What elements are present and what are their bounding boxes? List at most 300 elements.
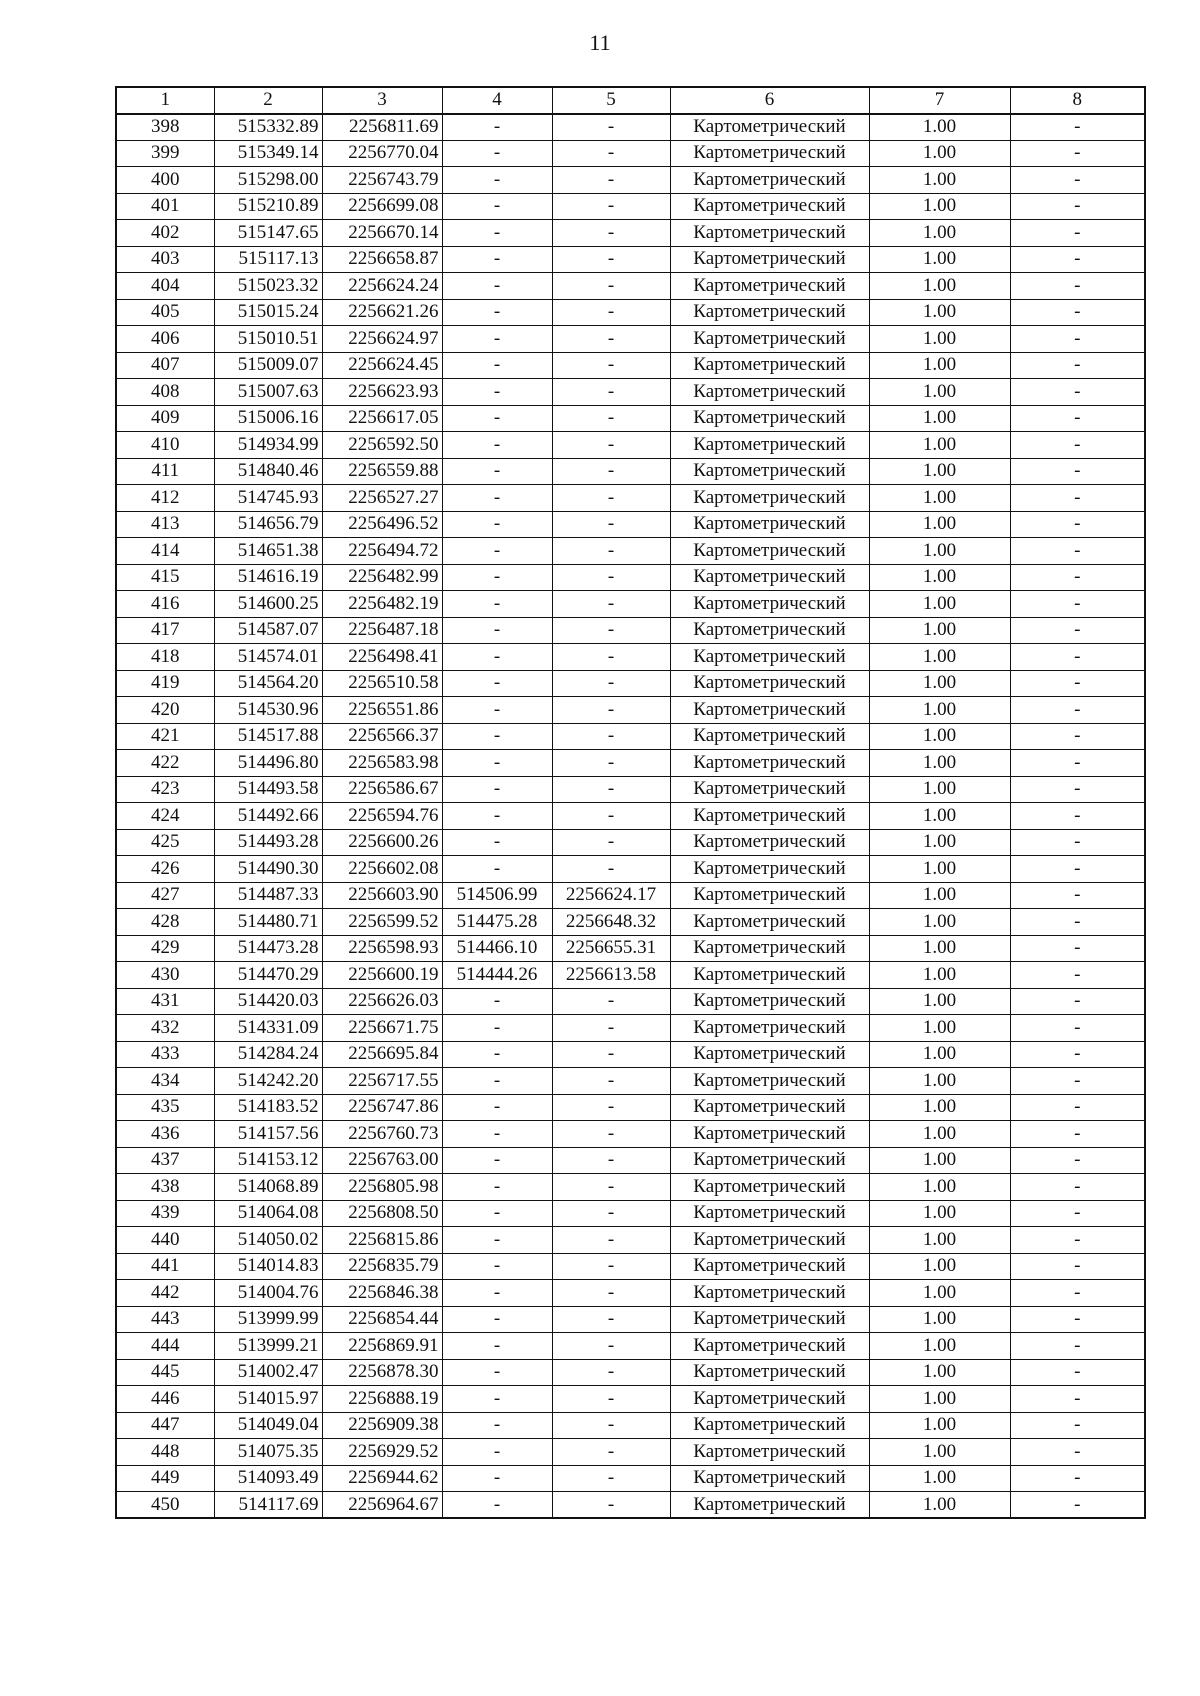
x-old-coordinate-cell: -: [442, 697, 552, 724]
method-cell: Картометрический: [670, 1174, 869, 1201]
description-cell: -: [1010, 485, 1145, 512]
method-cell: Картометрический: [670, 511, 869, 538]
accuracy-cell: 1.00: [869, 1041, 1010, 1068]
y-coordinate-cell: 2256551.86: [322, 697, 442, 724]
table-row: [116, 670, 1145, 697]
y-coordinate-cell: 2256592.50: [322, 432, 442, 459]
point-number-cell: 404: [116, 273, 214, 300]
x-old-coordinate-cell: -: [442, 432, 552, 459]
x-coordinate-cell: 515006.16: [214, 405, 322, 432]
y-coordinate-cell: 2256482.19: [322, 591, 442, 618]
description-cell: -: [1010, 1200, 1145, 1227]
x-coordinate-cell: 514492.66: [214, 803, 322, 830]
accuracy-cell: 1.00: [869, 405, 1010, 432]
x-coordinate-cell: 514068.89: [214, 1174, 322, 1201]
table-row: [116, 644, 1145, 671]
x-old-coordinate-cell: -: [442, 511, 552, 538]
x-old-coordinate-cell: -: [442, 856, 552, 883]
x-old-coordinate-cell: -: [442, 617, 552, 644]
point-number-cell: 425: [116, 829, 214, 856]
y-coordinate-cell: 2256770.04: [322, 140, 442, 167]
column-header: 6: [670, 87, 869, 114]
table-row: [116, 882, 1145, 909]
y-coordinate-cell: 2256717.55: [322, 1068, 442, 1095]
point-number-cell: 450: [116, 1492, 214, 1519]
accuracy-cell: 1.00: [869, 617, 1010, 644]
description-cell: -: [1010, 962, 1145, 989]
y-old-coordinate-cell: -: [552, 1359, 670, 1386]
x-old-coordinate-cell: -: [442, 220, 552, 247]
accuracy-cell: 1.00: [869, 167, 1010, 194]
table-row: [116, 273, 1145, 300]
accuracy-cell: 1.00: [869, 882, 1010, 909]
method-cell: Картометрический: [670, 1359, 869, 1386]
y-coordinate-cell: 2256600.19: [322, 962, 442, 989]
table-row: [116, 485, 1145, 512]
x-old-coordinate-cell: 514506.99: [442, 882, 552, 909]
table-row: [116, 326, 1145, 353]
x-coordinate-cell: 515210.89: [214, 193, 322, 220]
method-cell: Картометрический: [670, 803, 869, 830]
y-old-coordinate-cell: 2256655.31: [552, 935, 670, 962]
table-row: [116, 1068, 1145, 1095]
description-cell: -: [1010, 1227, 1145, 1254]
table-row: [116, 220, 1145, 247]
description-cell: -: [1010, 538, 1145, 565]
x-old-coordinate-cell: -: [442, 485, 552, 512]
point-number-cell: 434: [116, 1068, 214, 1095]
description-cell: -: [1010, 697, 1145, 724]
x-old-coordinate-cell: -: [442, 1200, 552, 1227]
method-cell: Картометрический: [670, 114, 869, 141]
point-number-cell: 412: [116, 485, 214, 512]
x-old-coordinate-cell: -: [442, 1253, 552, 1280]
accuracy-cell: 1.00: [869, 1359, 1010, 1386]
x-coordinate-cell: 515349.14: [214, 140, 322, 167]
table-row: [116, 511, 1145, 538]
y-old-coordinate-cell: -: [552, 776, 670, 803]
y-coordinate-cell: 2256805.98: [322, 1174, 442, 1201]
y-coordinate-cell: 2256624.45: [322, 352, 442, 379]
x-old-coordinate-cell: -: [442, 591, 552, 618]
x-coordinate-cell: 515298.00: [214, 167, 322, 194]
accuracy-cell: 1.00: [869, 511, 1010, 538]
x-coordinate-cell: 514493.58: [214, 776, 322, 803]
method-cell: Картометрический: [670, 538, 869, 565]
point-number-cell: 428: [116, 909, 214, 936]
x-coordinate-cell: 514242.20: [214, 1068, 322, 1095]
method-cell: Картометрический: [670, 1253, 869, 1280]
x-old-coordinate-cell: -: [442, 1227, 552, 1254]
y-old-coordinate-cell: -: [552, 220, 670, 247]
x-coordinate-cell: 514840.46: [214, 458, 322, 485]
description-cell: -: [1010, 935, 1145, 962]
table-row: [116, 1253, 1145, 1280]
x-coordinate-cell: 514530.96: [214, 697, 322, 724]
method-cell: Картометрический: [670, 405, 869, 432]
x-old-coordinate-cell: -: [442, 1015, 552, 1042]
x-old-coordinate-cell: -: [442, 1094, 552, 1121]
x-old-coordinate-cell: -: [442, 246, 552, 273]
y-coordinate-cell: 2256763.00: [322, 1147, 442, 1174]
x-old-coordinate-cell: -: [442, 458, 552, 485]
description-cell: -: [1010, 114, 1145, 141]
accuracy-cell: 1.00: [869, 909, 1010, 936]
description-cell: -: [1010, 1068, 1145, 1095]
x-coordinate-cell: 514745.93: [214, 485, 322, 512]
point-number-cell: 407: [116, 352, 214, 379]
y-old-coordinate-cell: -: [552, 1068, 670, 1095]
point-number-cell: 441: [116, 1253, 214, 1280]
x-old-coordinate-cell: 514444.26: [442, 962, 552, 989]
point-number-cell: 398: [116, 114, 214, 141]
y-old-coordinate-cell: -: [552, 432, 670, 459]
coordinates-table: [115, 86, 1146, 1519]
method-cell: Картометрический: [670, 617, 869, 644]
table-header: [116, 87, 1145, 114]
description-cell: -: [1010, 246, 1145, 273]
y-old-coordinate-cell: -: [552, 538, 670, 565]
description-cell: -: [1010, 193, 1145, 220]
y-old-coordinate-cell: -: [552, 1041, 670, 1068]
description-cell: -: [1010, 1253, 1145, 1280]
y-old-coordinate-cell: -: [552, 1121, 670, 1148]
x-coordinate-cell: 514490.30: [214, 856, 322, 883]
y-coordinate-cell: 2256743.79: [322, 167, 442, 194]
accuracy-cell: 1.00: [869, 114, 1010, 141]
y-old-coordinate-cell: -: [552, 564, 670, 591]
point-number-cell: 444: [116, 1333, 214, 1360]
x-old-coordinate-cell: -: [442, 140, 552, 167]
x-coordinate-cell: 514493.28: [214, 829, 322, 856]
x-old-coordinate-cell: 514475.28: [442, 909, 552, 936]
accuracy-cell: 1.00: [869, 935, 1010, 962]
description-cell: -: [1010, 1147, 1145, 1174]
x-old-coordinate-cell: -: [442, 1068, 552, 1095]
y-coordinate-cell: 2256624.97: [322, 326, 442, 353]
y-coordinate-cell: 2256602.08: [322, 856, 442, 883]
x-old-coordinate-cell: -: [442, 644, 552, 671]
table-row: [116, 379, 1145, 406]
point-number-cell: 430: [116, 962, 214, 989]
point-number-cell: 429: [116, 935, 214, 962]
accuracy-cell: 1.00: [869, 458, 1010, 485]
description-cell: -: [1010, 1015, 1145, 1042]
y-old-coordinate-cell: -: [552, 697, 670, 724]
y-coordinate-cell: 2256964.67: [322, 1492, 442, 1519]
accuracy-cell: 1.00: [869, 1492, 1010, 1519]
description-cell: -: [1010, 1094, 1145, 1121]
accuracy-cell: 1.00: [869, 988, 1010, 1015]
y-coordinate-cell: 2256487.18: [322, 617, 442, 644]
x-coordinate-cell: 514117.69: [214, 1492, 322, 1519]
x-old-coordinate-cell: -: [442, 1306, 552, 1333]
point-number-cell: 402: [116, 220, 214, 247]
y-old-coordinate-cell: -: [552, 1306, 670, 1333]
accuracy-cell: 1.00: [869, 1306, 1010, 1333]
accuracy-cell: 1.00: [869, 352, 1010, 379]
y-coordinate-cell: 2256658.87: [322, 246, 442, 273]
x-coordinate-cell: 515117.13: [214, 246, 322, 273]
accuracy-cell: 1.00: [869, 246, 1010, 273]
x-coordinate-cell: 514600.25: [214, 591, 322, 618]
x-old-coordinate-cell: -: [442, 1041, 552, 1068]
x-coordinate-cell: 514153.12: [214, 1147, 322, 1174]
y-old-coordinate-cell: -: [552, 670, 670, 697]
y-coordinate-cell: 2256623.93: [322, 379, 442, 406]
accuracy-cell: 1.00: [869, 750, 1010, 777]
point-number-cell: 442: [116, 1280, 214, 1307]
method-cell: Картометрический: [670, 485, 869, 512]
description-cell: -: [1010, 803, 1145, 830]
point-number-cell: 449: [116, 1465, 214, 1492]
y-old-coordinate-cell: -: [552, 1439, 670, 1466]
x-old-coordinate-cell: -: [442, 352, 552, 379]
method-cell: Картометрический: [670, 352, 869, 379]
point-number-cell: 421: [116, 723, 214, 750]
y-old-coordinate-cell: -: [552, 591, 670, 618]
method-cell: Картометрический: [670, 140, 869, 167]
x-old-coordinate-cell: -: [442, 1492, 552, 1519]
description-cell: -: [1010, 909, 1145, 936]
x-old-coordinate-cell: -: [442, 988, 552, 1015]
table-row: [116, 988, 1145, 1015]
x-old-coordinate-cell: -: [442, 1121, 552, 1148]
method-cell: Картометрический: [670, 1492, 869, 1519]
x-coordinate-cell: 514050.02: [214, 1227, 322, 1254]
accuracy-cell: 1.00: [869, 432, 1010, 459]
x-old-coordinate-cell: -: [442, 1147, 552, 1174]
description-cell: -: [1010, 167, 1145, 194]
x-old-coordinate-cell: -: [442, 379, 552, 406]
y-old-coordinate-cell: -: [552, 299, 670, 326]
x-coordinate-cell: 514616.19: [214, 564, 322, 591]
method-cell: Картометрический: [670, 167, 869, 194]
y-coordinate-cell: 2256559.88: [322, 458, 442, 485]
table-row: [116, 193, 1145, 220]
x-coordinate-cell: 514420.03: [214, 988, 322, 1015]
description-cell: -: [1010, 405, 1145, 432]
y-coordinate-cell: 2256594.76: [322, 803, 442, 830]
description-cell: -: [1010, 1280, 1145, 1307]
description-cell: -: [1010, 776, 1145, 803]
x-coordinate-cell: 514331.09: [214, 1015, 322, 1042]
accuracy-cell: 1.00: [869, 723, 1010, 750]
y-coordinate-cell: 2256869.91: [322, 1333, 442, 1360]
description-cell: -: [1010, 326, 1145, 353]
point-number-cell: 409: [116, 405, 214, 432]
x-coordinate-cell: 514934.99: [214, 432, 322, 459]
y-coordinate-cell: 2256617.05: [322, 405, 442, 432]
y-old-coordinate-cell: -: [552, 1253, 670, 1280]
point-number-cell: 416: [116, 591, 214, 618]
x-coordinate-cell: 514064.08: [214, 1200, 322, 1227]
y-old-coordinate-cell: -: [552, 140, 670, 167]
method-cell: Картометрический: [670, 988, 869, 1015]
table-row: [116, 697, 1145, 724]
x-old-coordinate-cell: 514466.10: [442, 935, 552, 962]
point-number-cell: 423: [116, 776, 214, 803]
table-row: [116, 1465, 1145, 1492]
description-cell: -: [1010, 511, 1145, 538]
x-coordinate-cell: 514651.38: [214, 538, 322, 565]
x-old-coordinate-cell: -: [442, 776, 552, 803]
y-coordinate-cell: 2256854.44: [322, 1306, 442, 1333]
x-coordinate-cell: 514015.97: [214, 1386, 322, 1413]
x-coordinate-cell: 515010.51: [214, 326, 322, 353]
point-number-cell: 435: [116, 1094, 214, 1121]
table-row: [116, 299, 1145, 326]
y-coordinate-cell: 2256835.79: [322, 1253, 442, 1280]
y-old-coordinate-cell: -: [552, 1227, 670, 1254]
table-row: [116, 1492, 1145, 1519]
x-old-coordinate-cell: -: [442, 1412, 552, 1439]
method-cell: Картометрический: [670, 750, 869, 777]
point-number-cell: 445: [116, 1359, 214, 1386]
point-number-cell: 410: [116, 432, 214, 459]
y-old-coordinate-cell: -: [552, 458, 670, 485]
x-old-coordinate-cell: -: [442, 670, 552, 697]
accuracy-cell: 1.00: [869, 1333, 1010, 1360]
y-old-coordinate-cell: -: [552, 750, 670, 777]
y-old-coordinate-cell: -: [552, 829, 670, 856]
table-row: [116, 909, 1145, 936]
accuracy-cell: 1.00: [869, 1068, 1010, 1095]
table-row: [116, 246, 1145, 273]
description-cell: -: [1010, 1121, 1145, 1148]
y-old-coordinate-cell: -: [552, 379, 670, 406]
point-number-cell: 420: [116, 697, 214, 724]
point-number-cell: 414: [116, 538, 214, 565]
column-header: 5: [552, 87, 670, 114]
table-row: [116, 1227, 1145, 1254]
method-cell: Картометрический: [670, 591, 869, 618]
table-row: [116, 856, 1145, 883]
accuracy-cell: 1.00: [869, 326, 1010, 353]
description-cell: -: [1010, 564, 1145, 591]
y-old-coordinate-cell: -: [552, 1333, 670, 1360]
method-cell: Картометрический: [670, 220, 869, 247]
description-cell: -: [1010, 432, 1145, 459]
x-old-coordinate-cell: -: [442, 193, 552, 220]
description-cell: -: [1010, 273, 1145, 300]
method-cell: Картометрический: [670, 1386, 869, 1413]
column-header: 4: [442, 87, 552, 114]
y-coordinate-cell: 2256494.72: [322, 538, 442, 565]
point-number-cell: 443: [116, 1306, 214, 1333]
x-old-coordinate-cell: -: [442, 723, 552, 750]
column-header: 3: [322, 87, 442, 114]
x-coordinate-cell: 514183.52: [214, 1094, 322, 1121]
y-coordinate-cell: 2256496.52: [322, 511, 442, 538]
x-coordinate-cell: 514480.71: [214, 909, 322, 936]
x-old-coordinate-cell: -: [442, 1465, 552, 1492]
x-old-coordinate-cell: -: [442, 564, 552, 591]
y-old-coordinate-cell: -: [552, 1200, 670, 1227]
method-cell: Картометрический: [670, 723, 869, 750]
x-coordinate-cell: 514284.24: [214, 1041, 322, 1068]
method-cell: Картометрический: [670, 432, 869, 459]
y-coordinate-cell: 2256603.90: [322, 882, 442, 909]
method-cell: Картометрический: [670, 1412, 869, 1439]
x-coordinate-cell: 514470.29: [214, 962, 322, 989]
accuracy-cell: 1.00: [869, 193, 1010, 220]
y-coordinate-cell: 2256482.99: [322, 564, 442, 591]
y-coordinate-cell: 2256760.73: [322, 1121, 442, 1148]
method-cell: Картометрический: [670, 909, 869, 936]
method-cell: Картометрический: [670, 829, 869, 856]
table-row: [116, 750, 1145, 777]
table-row: [116, 617, 1145, 644]
y-coordinate-cell: 2256846.38: [322, 1280, 442, 1307]
method-cell: Картометрический: [670, 1465, 869, 1492]
x-coordinate-cell: 513999.99: [214, 1306, 322, 1333]
y-old-coordinate-cell: -: [552, 1492, 670, 1519]
x-coordinate-cell: 514075.35: [214, 1439, 322, 1466]
table-row: [116, 1015, 1145, 1042]
method-cell: Картометрический: [670, 1121, 869, 1148]
method-cell: Картометрический: [670, 193, 869, 220]
x-old-coordinate-cell: -: [442, 750, 552, 777]
x-old-coordinate-cell: -: [442, 405, 552, 432]
accuracy-cell: 1.00: [869, 1465, 1010, 1492]
point-number-cell: 446: [116, 1386, 214, 1413]
x-coordinate-cell: 514656.79: [214, 511, 322, 538]
point-number-cell: 426: [116, 856, 214, 883]
description-cell: -: [1010, 1359, 1145, 1386]
accuracy-cell: 1.00: [869, 829, 1010, 856]
point-number-cell: 432: [116, 1015, 214, 1042]
y-old-coordinate-cell: -: [552, 1280, 670, 1307]
point-number-cell: 447: [116, 1412, 214, 1439]
y-old-coordinate-cell: -: [552, 988, 670, 1015]
description-cell: -: [1010, 1386, 1145, 1413]
x-coordinate-cell: 514473.28: [214, 935, 322, 962]
y-old-coordinate-cell: -: [552, 193, 670, 220]
method-cell: Картометрический: [670, 1041, 869, 1068]
header-row: [116, 87, 1145, 114]
y-old-coordinate-cell: -: [552, 644, 670, 671]
y-coordinate-cell: 2256498.41: [322, 644, 442, 671]
column-header: 7: [869, 87, 1010, 114]
y-old-coordinate-cell: -: [552, 511, 670, 538]
y-old-coordinate-cell: -: [552, 326, 670, 353]
accuracy-cell: 1.00: [869, 1094, 1010, 1121]
method-cell: Картометрический: [670, 776, 869, 803]
y-coordinate-cell: 2256878.30: [322, 1359, 442, 1386]
table-row: [116, 591, 1145, 618]
y-old-coordinate-cell: -: [552, 352, 670, 379]
point-number-cell: 419: [116, 670, 214, 697]
y-old-coordinate-cell: -: [552, 1412, 670, 1439]
point-number-cell: 406: [116, 326, 214, 353]
method-cell: Картометрический: [670, 1333, 869, 1360]
x-old-coordinate-cell: -: [442, 114, 552, 141]
accuracy-cell: 1.00: [869, 591, 1010, 618]
table-row: [116, 723, 1145, 750]
point-number-cell: 427: [116, 882, 214, 909]
y-old-coordinate-cell: -: [552, 617, 670, 644]
table-row: [116, 564, 1145, 591]
point-number-cell: 415: [116, 564, 214, 591]
table-row: [116, 1386, 1145, 1413]
accuracy-cell: 1.00: [869, 1227, 1010, 1254]
x-coordinate-cell: 514564.20: [214, 670, 322, 697]
description-cell: -: [1010, 882, 1145, 909]
point-number-cell: 424: [116, 803, 214, 830]
point-number-cell: 437: [116, 1147, 214, 1174]
x-old-coordinate-cell: -: [442, 326, 552, 353]
